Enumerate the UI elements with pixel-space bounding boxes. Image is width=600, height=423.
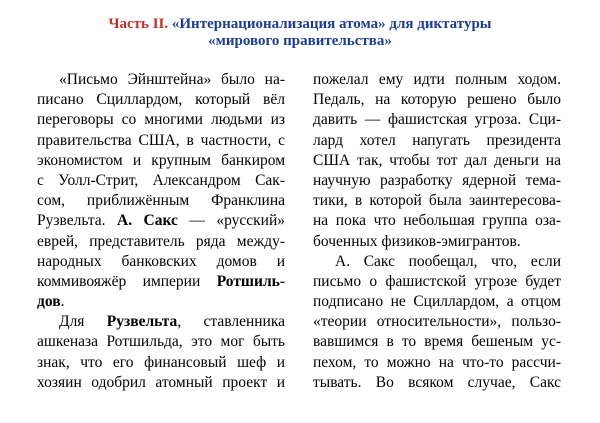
- text-line: Педаль, на которую решено было: [313, 91, 561, 109]
- chapter-title-line-2: «мирового правительства»: [208, 33, 392, 49]
- text-fragment: .: [60, 293, 65, 311]
- text-line: тики, в которой была заинтересова-: [313, 192, 561, 210]
- text-line: «теории относительности», пользо-: [313, 313, 561, 331]
- right-text-column: [313, 70, 561, 393]
- text-line: на пока что небольшая группа оза-: [313, 212, 561, 230]
- text-line: давить — фашистская угроза. Сци-: [313, 111, 561, 129]
- text-line: А. Сакс пообещал, что, если: [335, 252, 561, 270]
- text-line: тывать. Во всяком случае, Сакс: [313, 373, 561, 391]
- text-line: лард хотел напугать президента: [313, 131, 561, 149]
- text-line: правительства США, в частности, с: [37, 131, 285, 149]
- text-line: народных банковских домов и: [37, 252, 285, 270]
- text-fragment: Для: [59, 313, 85, 331]
- bold-name: Рузвельта: [106, 313, 178, 331]
- text-line: знак, что его финансовый шеф и: [37, 353, 285, 371]
- text-line: вавшимся в то время бешеным ус-: [313, 333, 561, 351]
- text-line: США так, чтобы тот дал деньги на: [313, 151, 561, 169]
- text-line: хозяин одобрил атомный проект и: [37, 373, 285, 391]
- left-text-column: [37, 70, 285, 393]
- text-line: сом, приближённым Франклина: [37, 192, 285, 210]
- text-line: экономистом и крупным банкиром: [37, 151, 285, 169]
- text-line: научную разработку ядерной тема-: [313, 171, 561, 189]
- text-fragment: коммивояжёр империи: [37, 272, 201, 290]
- bold-name: дов: [37, 293, 61, 311]
- text-line: ашкеназа Ротшильда, это мог быть: [37, 333, 285, 351]
- text-fragment: — «русский»: [189, 212, 286, 230]
- text-line: [37, 211, 285, 231]
- text-line: пехом, то можно на что-то рассчи-: [313, 353, 561, 371]
- text-line: с Уолл-Стрит, Александром Сак-: [37, 171, 285, 189]
- part-label: Часть II.: [108, 16, 169, 32]
- text-line: боченных физиков-эмигрантов.: [313, 232, 521, 250]
- text-line: [37, 292, 285, 312]
- text-line: подписано не Сциллардом, а отцом: [313, 293, 561, 311]
- chapter-header-line-1: [0, 16, 600, 33]
- bold-name: А. Сакс: [117, 212, 178, 230]
- text-line: еврей, представитель ряда между-: [37, 232, 285, 250]
- text-line: писано Сциллардом, который вёл: [37, 91, 285, 109]
- text-line: [37, 312, 285, 332]
- text-line: [37, 272, 285, 292]
- text-line: пожелал ему идти полным ходом.: [313, 71, 561, 88]
- text-line: переговоры со многими людьми из: [37, 111, 285, 129]
- text-line: письмо о фашистской угрозе будет: [313, 272, 561, 290]
- bold-name: Ротшиль-: [216, 272, 285, 290]
- text-fragment: Рузвельта.: [37, 212, 106, 230]
- text-fragment: , ставленника: [177, 313, 286, 331]
- chapter-title-line-1: «Интернационализация атома» для диктатуры: [171, 16, 492, 32]
- chapter-header: [0, 16, 600, 50]
- text-line: «Письмо Эйнштейна» было на-: [59, 71, 285, 88]
